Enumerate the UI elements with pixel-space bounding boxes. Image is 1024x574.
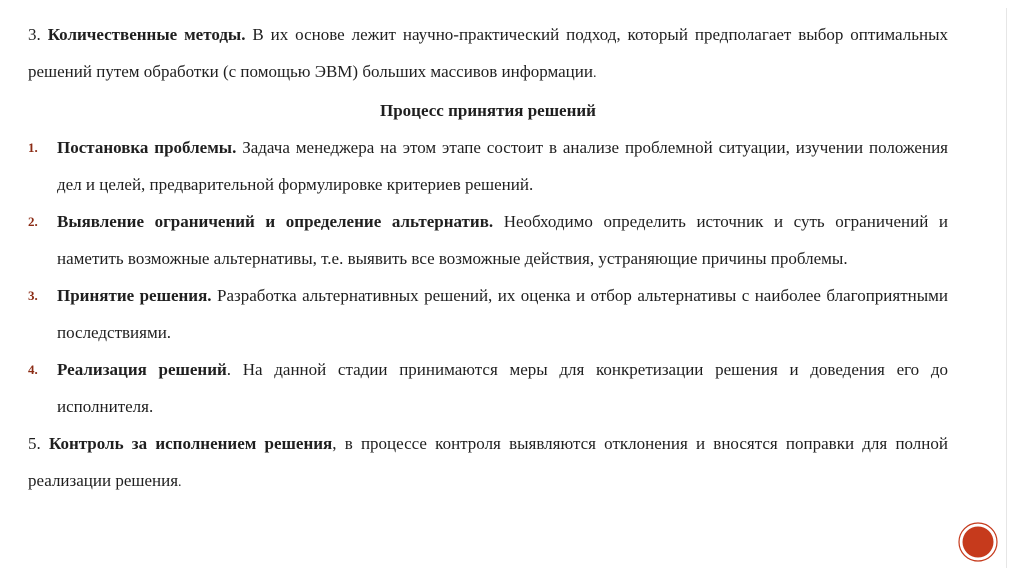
step5-paragraph <box>28 425 948 501</box>
list-item-bold: Выявление ограничений и определение альтернатив. <box>57 212 494 231</box>
list-item-text: . На данной стадии принимаются меры для конкретизации решения и доведения его до исполнителя. <box>57 360 949 416</box>
list-item <box>28 203 948 277</box>
intro-text: В их основе лежит научно-практический подход, который предполагает выбор оптимальных решений путем обработки (с помощью ЭВМ) больших массивов информации <box>28 25 949 81</box>
section-title: Процесс принятия решений <box>380 101 596 120</box>
list-item-number: 3. <box>28 288 38 303</box>
right-border-line <box>1006 8 1007 568</box>
list-item-text: Разработка альтернативных решений, их оценка и отбор альтернативы с наиболее благоприятными последствиями. <box>57 286 949 342</box>
list-item-bold: Реализация решений <box>57 360 227 379</box>
list-item-bold: Принятие решения. <box>57 286 212 305</box>
list-item <box>28 351 948 425</box>
list-item-number: 2. <box>28 214 38 229</box>
step5-number: 5. <box>28 434 41 453</box>
list-item-text: Задача менеджера на этом этапе состоит в анализе проблемной ситуации, изучении положения дел и целей, предварительной формулировке критериев решений. <box>57 138 948 194</box>
list-item <box>28 129 948 203</box>
circle-badge-icon <box>958 522 998 562</box>
list-item-number: 4. <box>28 362 38 377</box>
step5-bold: Контроль за исполнением решения <box>48 434 333 453</box>
list-item <box>28 277 948 351</box>
slide-content <box>28 16 948 501</box>
list-item-bold: Постановка проблемы. <box>57 138 237 157</box>
step5-end: . <box>178 475 182 490</box>
step5-text: , в процессе контроля выявляются отклонения и вносятся поправки для полной реализации решения <box>28 434 948 490</box>
intro-bold: Количественные методы. <box>47 25 246 44</box>
intro-number: 3. <box>28 25 41 44</box>
list-item-text: Необходимо определить источник и суть ограничений и наметить возможные альтернативы, т.е. выявить все возможные действия, устраняющие причины проблемы. <box>57 212 948 268</box>
list-item-number: 1. <box>28 140 38 155</box>
intro-end: . <box>592 66 597 81</box>
intro-paragraph <box>28 16 948 92</box>
